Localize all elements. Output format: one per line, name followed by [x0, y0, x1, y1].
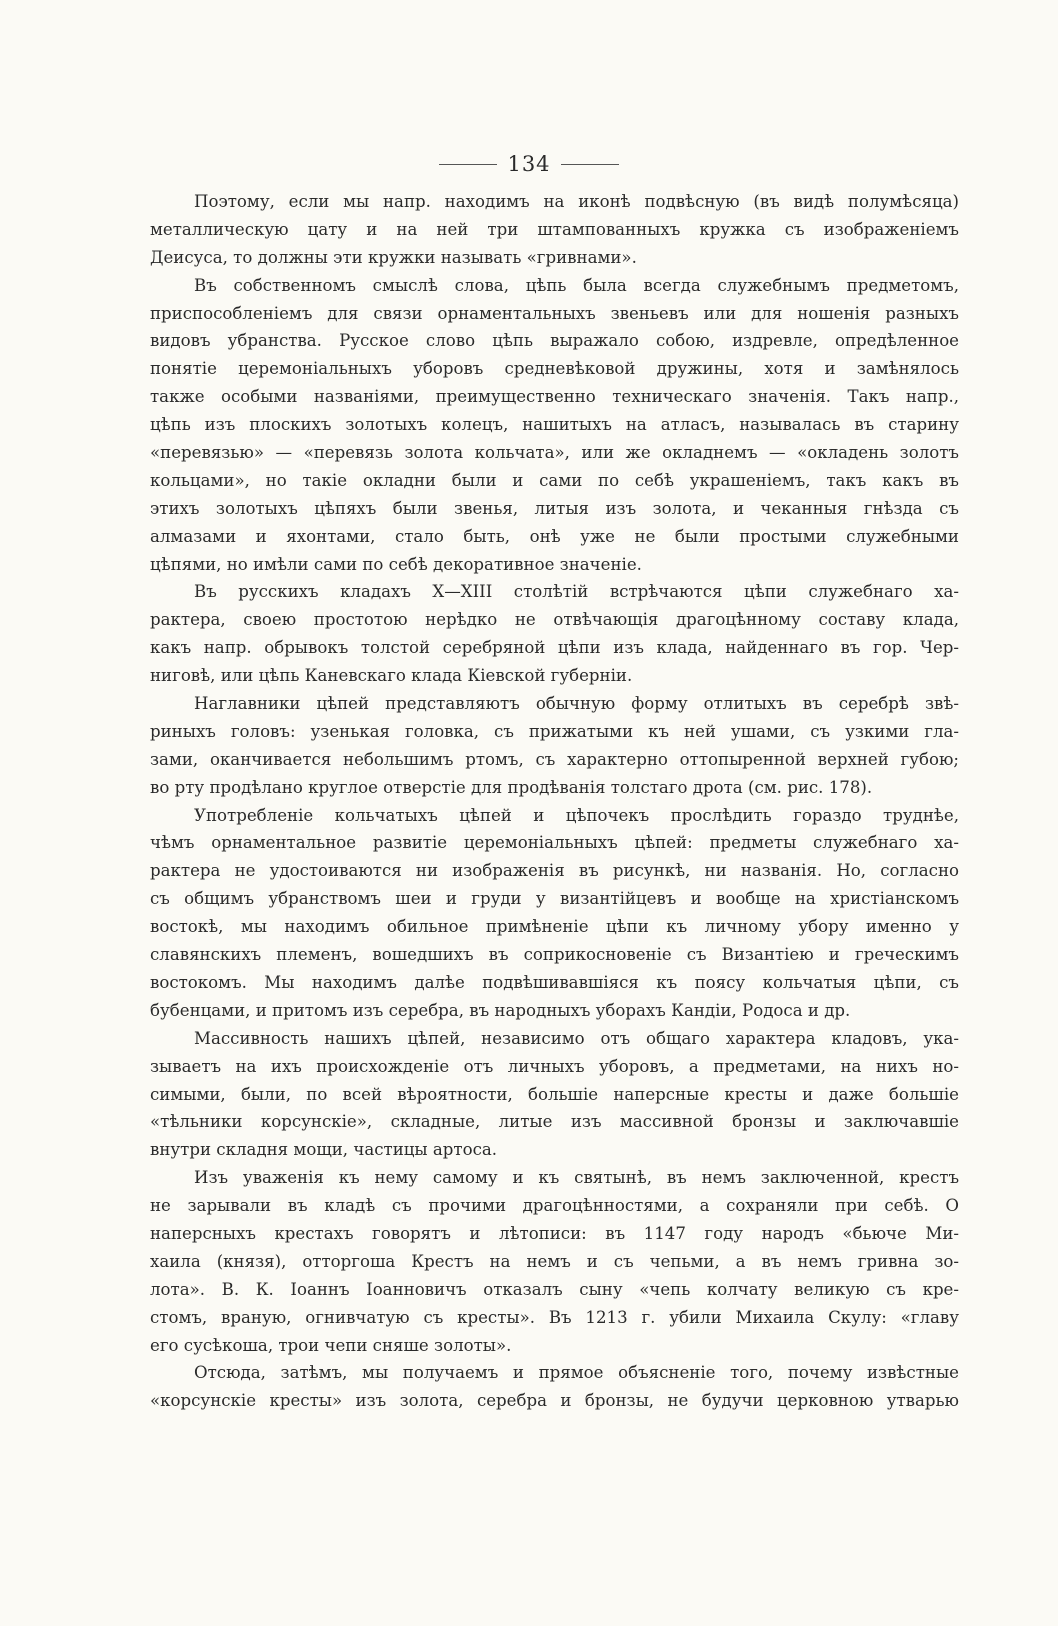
text-line: Употребленіе кольчатыхъ цѣпей и цѣпочекъ прослѣдить гораздо труднѣе,	[194, 805, 959, 825]
text-line: цѣпями, но имѣли сами по себѣ декоративное значеніе.	[150, 554, 642, 574]
text-line: Поэтому, если мы напр. находимъ на иконѣ подвѣсную (въ видѣ полумѣсяца)	[194, 192, 959, 211]
text-line: понятіе церемоніальныхъ уборовъ средневѣковой дружины, хотя и замѣнялось	[150, 359, 959, 379]
text-line: Массивность нашихъ цѣпей, независимо отъ общаго характера кладовъ, ука-	[194, 1028, 959, 1048]
paragraph	[150, 188, 959, 272]
paragraph	[150, 1025, 959, 1164]
text-line: Изъ уваженія къ нему самому и къ святынѣ, въ немъ заключенной, крестъ	[194, 1168, 959, 1188]
text-line: металлическую цату и на ней три штампованныхъ кружка съ изображеніемъ	[150, 219, 959, 239]
text-line: кольцами», но такіе окладни были и сами по себѣ украшеніемъ, такъ какъ въ	[150, 470, 959, 490]
body-text	[150, 188, 959, 1415]
text-line: востокѣ, мы находимъ обильное примѣненіе цѣпи къ личному убору именно у	[150, 917, 959, 937]
text-line: лота». В. К. Іоаннъ Іоанновичъ отказалъ сыну «чепь колчату великую съ кре-	[150, 1279, 959, 1299]
text-line: этихъ золотыхъ цѣпяхъ были звенья, литыя изъ золота, и чеканныя гнѣзда съ	[150, 498, 959, 518]
text-line: наперсныхъ крестахъ говорятъ и лѣтописи: въ 1147 году народъ «бьюче Ми-	[150, 1223, 959, 1243]
text-line: видовъ убранства. Русское слово цѣпь выражало собою, издревле, опредѣленное	[150, 331, 959, 351]
header-rule-right	[561, 164, 619, 165]
paragraph	[150, 1359, 959, 1415]
text-line: хаила (князя), отторгоша Крестъ на немъ и съ чепьми, а въ немъ гривна зо-	[150, 1251, 959, 1271]
page-header	[0, 152, 1058, 176]
text-line: Отсюда, затѣмъ, мы получаемъ и прямое объясненіе того, почему извѣстные	[194, 1363, 959, 1383]
text-line: стомъ, враную, огнивчатую съ кресты». Въ 1213 г. убили Михаила Скулу: «главу	[150, 1307, 959, 1327]
text-line: «корсунскіе кресты» изъ золота, серебра и бронзы, не будучи церковною утварью	[150, 1391, 959, 1411]
text-line: рактера, своею простотою нерѣдко не отвѣчающія драгоцѣнному составу клада,	[150, 610, 959, 630]
header-rule-left	[439, 164, 497, 165]
text-line: ниговѣ, или цѣпь Каневскаго клада Кіевской губерніи.	[150, 666, 633, 686]
text-line: его сусѣкоша, трои чепи сняше золоты».	[150, 1335, 512, 1355]
text-line: симыми, были, по всей вѣроятности, большіе наперсные кресты и даже большіе	[150, 1084, 959, 1104]
text-line: риныхъ головъ: узенькая головка, съ прижатыми къ ней ушами, съ узкими гла-	[150, 721, 959, 741]
paragraph	[150, 578, 959, 690]
text-line: цѣпь изъ плоскихъ золотыхъ колецъ, нашитыхъ на атласъ, называлась въ старину	[150, 415, 959, 435]
paragraph	[150, 802, 959, 1025]
text-line: внутри складня мощи, частицы артоса.	[150, 1140, 498, 1160]
paragraph	[150, 690, 959, 802]
page-number: 134	[507, 152, 551, 176]
text-line: не зарывали въ кладѣ съ прочими драгоцѣнностями, а сохраняли при себѣ. О	[150, 1196, 959, 1216]
text-line: чѣмъ орнаментальное развитіе церемоніальныхъ цѣпей: предметы служебнаго ха-	[150, 833, 959, 853]
text-line: «перевязью» — «перевязь золота кольчата», или же окладнемъ — «окладень золотъ	[150, 443, 959, 463]
text-line: съ общимъ убранствомъ шеи и груди у византійцевъ и вообще на христіанскомъ	[150, 889, 959, 909]
text-line: Деисуса, то должны эти кружки называть «гривнами».	[150, 247, 637, 267]
paragraph	[150, 272, 959, 579]
text-line: зываетъ на ихъ происхожденіе отъ личныхъ уборовъ, а предметами, на нихъ но-	[150, 1056, 959, 1076]
text-line: «тѣльники корсунскіе», складные, литые изъ массивной бронзы и заключавшіе	[150, 1112, 959, 1132]
text-line: бубенцами, и притомъ изъ серебра, въ народныхъ уборахъ Кандіи, Родоса и др.	[150, 1000, 851, 1020]
text-line: славянскихъ племенъ, вошедшихъ въ соприкосновеніе съ Византіею и греческимъ	[150, 945, 959, 965]
text-line: Въ русскихъ кладахъ X—XIII столѣтій встрѣчаются цѣпи служебнаго ха-	[194, 582, 959, 602]
text-line: во рту продѣлано круглое отверстіе для продѣванія толстаго дрота (см. рис. 178).	[150, 777, 873, 797]
text-line: приспособленіемъ для связи орнаментальныхъ звеньевъ или для ношенія разныхъ	[150, 303, 959, 323]
text-line: востокомъ. Мы находимъ далѣе подвѣшивавшіяся къ поясу кольчатыя цѣпи, съ	[150, 972, 959, 992]
text-line: какъ напр. обрывокъ толстой серебряной цѣпи изъ клада, найденнаго въ гор. Чер-	[150, 638, 959, 658]
text-line: зами, оканчивается небольшимъ ртомъ, съ характерно оттопыренной верхней губою;	[150, 749, 959, 769]
text-line: алмазами и яхонтами, стало быть, онѣ уже не были простыми служебными	[150, 526, 959, 546]
text-line: рактера не удостоиваются ни изображенія въ рисункѣ, ни названія. Но, согласно	[150, 861, 959, 881]
paragraph	[150, 1164, 959, 1359]
text-line: Въ собственномъ смыслѣ слова, цѣпь была всегда служебнымъ предметомъ,	[194, 275, 959, 295]
text-line: Наглавники цѣпей представляютъ обычную форму отлитыхъ въ серебрѣ звѣ-	[194, 694, 959, 714]
text-line: также особыми названіями, преимущественно техническаго значенія. Такъ напр.,	[150, 387, 959, 407]
